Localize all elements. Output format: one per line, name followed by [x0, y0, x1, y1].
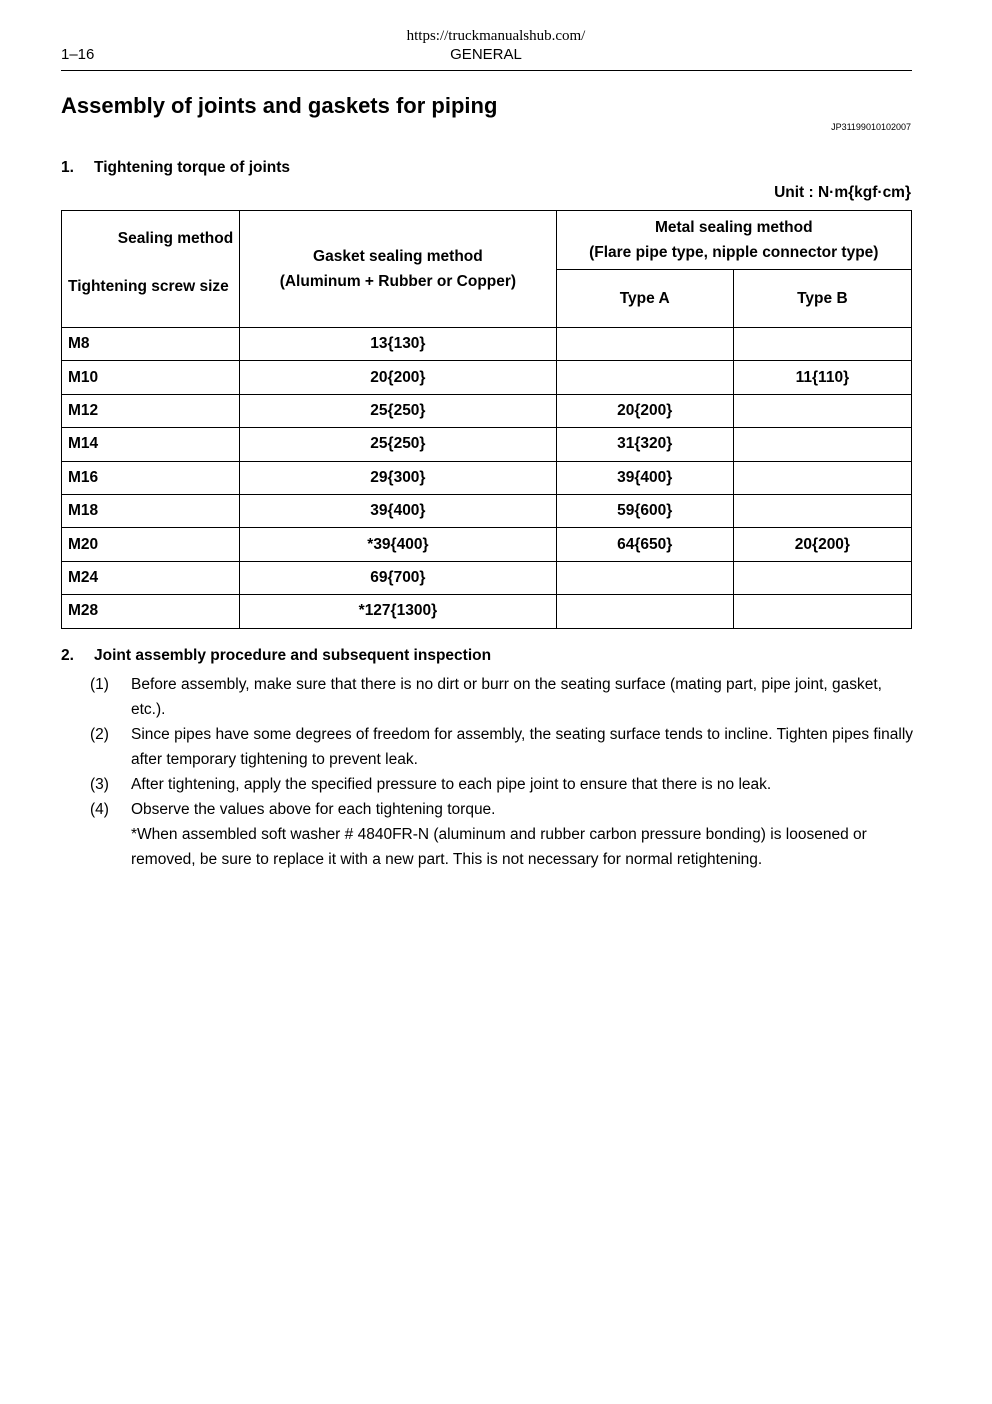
type-b-header: Type B: [733, 269, 911, 328]
type-b-value-cell: [733, 461, 911, 494]
type-b-value-cell: 20{200}: [733, 528, 911, 561]
section-2-title: Joint assembly procedure and subsequent inspection: [94, 647, 492, 664]
gasket-value-cell: 25{250}: [240, 394, 556, 427]
type-a-value-cell: 64{650}: [556, 528, 733, 561]
gasket-header-line1: Gasket sealing method: [313, 248, 483, 265]
type-b-value-cell: [733, 595, 911, 628]
gasket-value-cell: 13{130}: [240, 328, 556, 361]
list-item-text: Since pipes have some degrees of freedom for assembly, the seating surface tends to incline. Tighten pipes finally after temporary tightening to prevent leak.: [131, 726, 914, 768]
gasket-value-cell: *127{1300}: [240, 595, 556, 628]
screw-size-cell: M18: [62, 494, 240, 527]
list-item-text: Before assembly, make sure that there is no dirt or burr on the seating surface (mating part, pipe joint, gasket, etc.).: [131, 676, 882, 718]
type-b-value-cell: [733, 428, 911, 461]
metal-header-cell: [556, 211, 911, 270]
gasket-header-line2: (Aluminum + Rubber or Copper): [279, 273, 517, 290]
page-title: Assembly of joints and gaskets for piping: [61, 93, 498, 118]
corner-header-top: Sealing method: [117, 230, 234, 247]
type-a-value-cell: 20{200}: [556, 394, 733, 427]
source-url: https://truckmanualshub.com/: [406, 28, 586, 44]
table-row: [62, 528, 912, 561]
screw-size-cell: M12: [62, 394, 240, 427]
table-row: [62, 494, 912, 527]
document-id: JP31199010102007: [831, 122, 911, 132]
gasket-header-cell: [240, 211, 556, 328]
table-row: [62, 595, 912, 628]
screw-size-cell: M8: [62, 328, 240, 361]
screw-size-cell: M10: [62, 361, 240, 394]
list-item: [90, 722, 920, 772]
torque-table: [61, 210, 912, 629]
type-a-value-cell: 31{320}: [556, 428, 733, 461]
gasket-value-cell: *39{400}: [240, 528, 556, 561]
table-row: [62, 561, 912, 594]
section-2-heading: [61, 647, 491, 665]
table-row: [62, 361, 912, 394]
type-b-value-cell: 11{110}: [733, 361, 911, 394]
gasket-value-cell: 25{250}: [240, 428, 556, 461]
list-item: [90, 672, 920, 722]
screw-size-cell: M28: [62, 595, 240, 628]
type-a-value-cell: 39{400}: [556, 461, 733, 494]
type-a-header: Type A: [556, 269, 733, 328]
list-item-label: (4): [90, 801, 109, 818]
header-rule: [61, 70, 912, 71]
screw-size-cell: M14: [62, 428, 240, 461]
screw-size-cell: M20: [62, 528, 240, 561]
type-b-value-cell: [733, 328, 911, 361]
type-a-value-cell: [556, 361, 733, 394]
screw-size-cell: M24: [62, 561, 240, 594]
page-number: 1–16: [61, 46, 95, 63]
screw-size-cell: M16: [62, 461, 240, 494]
gasket-value-cell: 39{400}: [240, 494, 556, 527]
gasket-value-cell: 20{200}: [240, 361, 556, 394]
list-item-label: (3): [90, 776, 109, 793]
type-a-value-cell: 59{600}: [556, 494, 733, 527]
washer-note: *When assembled soft washer # 4840FR-N (aluminum and rubber carbon pressure bonding) is loosened or removed, be sure to replace it with a new part. This is not necessary for normal retightening.: [131, 826, 867, 868]
list-item-text: After tightening, apply the specified pressure to each pipe joint to ensure that there is no leak.: [131, 776, 772, 793]
table-row: [62, 461, 912, 494]
table-header-row: [62, 211, 912, 270]
gasket-value-cell: 29{300}: [240, 461, 556, 494]
table-row: [62, 394, 912, 427]
table-row: [62, 328, 912, 361]
type-a-value-cell: [556, 328, 733, 361]
gasket-value-cell: 69{700}: [240, 561, 556, 594]
corner-header-bottom: Tightening screw size: [68, 278, 229, 295]
table-row: [62, 428, 912, 461]
section-2-number: 2.: [61, 647, 74, 664]
section-1-number: 1.: [61, 159, 74, 176]
type-b-value-cell: [733, 561, 911, 594]
section-name: GENERAL: [450, 46, 522, 63]
metal-header-line1: Metal sealing method: [654, 218, 813, 236]
list-item-label: (1): [90, 676, 109, 693]
section-1-heading: [61, 159, 290, 177]
procedure-list: [90, 672, 920, 872]
type-b-value-cell: [733, 394, 911, 427]
list-item: [90, 797, 920, 822]
type-a-value-cell: [556, 561, 733, 594]
metal-header-line2: (Flare pipe type, nipple connector type): [589, 243, 879, 261]
corner-header-cell: [62, 211, 240, 328]
list-item-text: Observe the values above for each tightening torque.: [131, 801, 496, 818]
type-a-value-cell: [556, 595, 733, 628]
type-b-value-cell: [733, 494, 911, 527]
section-1-title: Tightening torque of joints: [94, 159, 291, 176]
list-item-label: (2): [90, 726, 109, 743]
unit-label: Unit : N·m{kgf·cm}: [774, 184, 911, 201]
list-item: [90, 772, 920, 797]
